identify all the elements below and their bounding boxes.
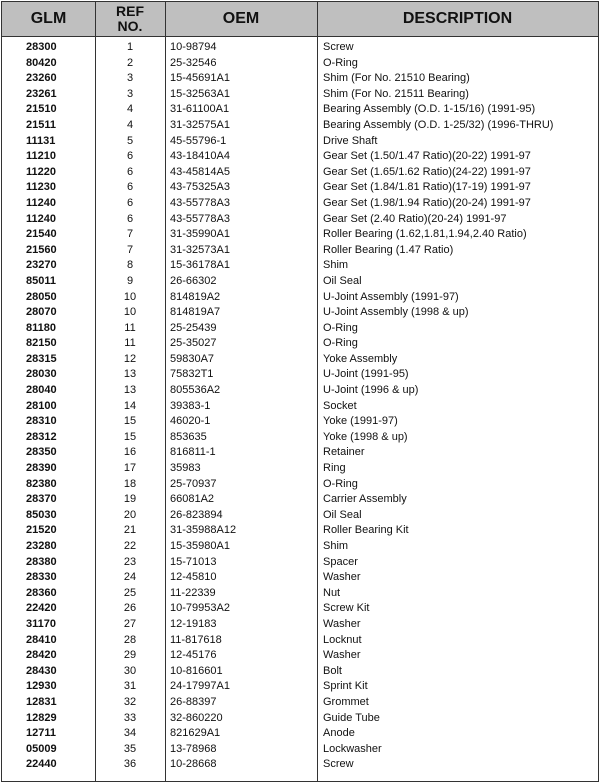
description-cell: Gear Set (1.84/1.81 Ratio)(17-19) 1991-97	[323, 181, 531, 194]
ref-no-cell: 7	[126, 228, 134, 241]
ref-no-cell: 17	[123, 462, 137, 475]
description-cell: Guide Tube	[323, 711, 380, 724]
ref-no-cell: 32	[123, 695, 137, 708]
oem-cell: 13-78968	[170, 742, 217, 755]
oem-cell: 816811-1	[170, 446, 216, 459]
table-row	[2, 118, 598, 134]
table-row	[2, 71, 598, 87]
table-row	[2, 290, 598, 306]
description-cell: Drive Shaft	[323, 134, 378, 147]
table-row	[2, 258, 598, 274]
oem-cell: 43-18410A4	[170, 150, 230, 163]
description-cell: Roller Bearing (1.62,1.81,1.94,2.40 Ratio)	[323, 228, 527, 241]
table-row	[2, 617, 598, 633]
glm-cell: 28410	[26, 633, 57, 646]
table-row	[2, 570, 598, 586]
ref-no-cell: 11	[124, 321, 136, 334]
ref-no-cell: 14	[123, 399, 137, 412]
table-row	[2, 555, 598, 571]
description-cell: Shim	[323, 540, 349, 552]
oem-cell: 45-55796-1	[170, 134, 227, 147]
ref-no-cell: 36	[123, 758, 137, 771]
oem-cell: 31-32575A1	[170, 118, 230, 131]
glm-cell: 28390	[26, 462, 57, 475]
glm-cell: 12711	[26, 727, 56, 740]
oem-cell: 66081A2	[170, 493, 215, 506]
table-row	[2, 305, 598, 321]
oem-cell: 821629A1	[170, 727, 221, 740]
description-cell: Screw	[323, 41, 354, 53]
ref-no-cell: 9	[126, 274, 134, 287]
description-cell: Socket	[323, 399, 357, 412]
table-row	[2, 711, 598, 727]
glm-cell: 28312	[26, 430, 57, 443]
glm-cell: 80420	[26, 56, 57, 69]
ref-no-cell: 1	[126, 41, 134, 53]
description-cell: Lockwasher	[323, 742, 382, 755]
glm-cell: 11131	[26, 134, 56, 147]
glm-cell: 11210	[26, 150, 56, 163]
table-row	[2, 508, 598, 524]
glm-cell: 22440	[26, 758, 57, 771]
table-row	[2, 445, 598, 461]
table-row	[2, 477, 598, 493]
oem-cell: 31-61100A1	[170, 103, 230, 116]
description-cell: U-Joint Assembly (1991-97)	[323, 290, 459, 303]
table-row	[2, 742, 598, 758]
table-row	[2, 695, 598, 711]
oem-cell: 12-45810	[170, 571, 217, 584]
ref-no-cell: 6	[126, 181, 134, 194]
description-cell: Gear Set (1.50/1.47 Ratio)(20-22) 1991-97	[323, 150, 531, 163]
oem-cell: 15-36178A1	[170, 259, 230, 272]
oem-cell: 24-17997A1	[170, 680, 230, 693]
description-cell: Roller Bearing Kit	[323, 524, 409, 537]
description-cell: Locknut	[323, 633, 362, 646]
table-row	[2, 180, 598, 196]
description-cell: U-Joint (1996 & up)	[323, 384, 419, 397]
oem-cell: 35983	[170, 462, 201, 475]
glm-cell: 28310	[26, 415, 57, 428]
table-row	[2, 196, 598, 212]
header-ref-line1: REF	[116, 3, 144, 19]
description-cell: Yoke Assembly	[323, 352, 398, 365]
glm-cell: 23280	[26, 540, 57, 552]
table-row	[2, 352, 598, 368]
ref-no-cell: 3	[126, 87, 134, 100]
ref-no-cell: 13	[123, 384, 137, 397]
ref-no-cell: 6	[126, 150, 134, 163]
table-row	[2, 633, 598, 649]
table-row	[2, 336, 598, 352]
oem-cell: 10-28668	[170, 758, 217, 771]
ref-no-cell: 27	[123, 617, 137, 630]
table-row	[2, 430, 598, 446]
glm-cell: 21540	[26, 228, 57, 241]
glm-cell: 28100	[26, 399, 57, 412]
description-cell: Spacer	[323, 555, 358, 568]
table-row	[2, 757, 598, 773]
ref-no-cell: 3	[126, 72, 134, 85]
table-row	[2, 40, 598, 56]
ref-no-cell: 16	[123, 446, 137, 459]
oem-cell: 853635	[170, 430, 207, 443]
ref-no-cell: 5	[126, 134, 134, 147]
description-cell: Retainer	[323, 446, 365, 459]
oem-cell: 814819A7	[170, 306, 221, 319]
table-row	[2, 601, 598, 617]
oem-cell: 75832T1	[170, 368, 214, 381]
ref-no-cell: 35	[123, 742, 137, 755]
ref-no-cell: 22	[123, 540, 137, 552]
oem-cell: 10-98794	[170, 41, 217, 53]
description-cell: Washer	[323, 617, 361, 630]
description-cell: Gear Set (2.40 Ratio)(20-24) 1991-97	[323, 212, 507, 225]
oem-cell: 26-66302	[170, 274, 217, 287]
oem-cell: 39383-1	[170, 399, 211, 412]
description-cell: O-Ring	[323, 477, 358, 490]
oem-cell: 15-45691A1	[170, 72, 230, 85]
description-cell: Anode	[323, 727, 355, 740]
table-row	[2, 87, 598, 103]
table-row	[2, 227, 598, 243]
glm-cell: 28330	[26, 571, 57, 584]
table-row	[2, 321, 598, 337]
description-cell: Yoke (1991-97)	[323, 415, 398, 428]
description-cell: O-Ring	[323, 56, 358, 69]
description-cell: Bolt	[323, 664, 342, 677]
description-cell: U-Joint (1991-95)	[323, 368, 409, 381]
ref-no-cell: 10	[123, 306, 137, 319]
ref-no-cell: 20	[123, 508, 137, 521]
oem-cell: 805536A2	[170, 384, 221, 397]
ref-no-cell: 21	[123, 524, 137, 537]
glm-cell: 28300	[26, 41, 57, 53]
description-cell: Washer	[323, 571, 361, 584]
table-row	[2, 274, 598, 290]
ref-no-cell: 10	[123, 290, 137, 303]
table-row	[2, 664, 598, 680]
description-cell: Ring	[323, 462, 346, 475]
table-row	[2, 523, 598, 539]
description-cell: O-Ring	[323, 337, 358, 350]
ref-no-cell: 15	[123, 430, 137, 443]
oem-cell: 25-35027	[170, 337, 217, 350]
header-description: DESCRIPTION	[317, 2, 598, 36]
table-row	[2, 149, 598, 165]
oem-cell: 43-45814A5	[170, 165, 230, 178]
description-cell: Shim (For No. 21510 Bearing)	[323, 72, 470, 85]
description-cell: Carrier Assembly	[323, 493, 407, 506]
header-divider	[2, 36, 598, 37]
ref-no-cell: 26	[123, 602, 137, 615]
ref-no-cell: 31	[123, 680, 137, 693]
description-cell: Sprint Kit	[323, 680, 368, 693]
table-row	[2, 492, 598, 508]
description-cell: U-Joint Assembly (1998 & up)	[323, 306, 469, 319]
ref-no-cell: 13	[123, 368, 137, 381]
description-cell: Oil Seal	[323, 508, 362, 521]
oem-cell: 43-75325A3	[170, 181, 230, 194]
header-glm: GLM	[2, 2, 95, 36]
ref-no-cell: 25	[123, 586, 137, 599]
ref-no-cell: 6	[126, 165, 134, 178]
description-cell: Washer	[323, 649, 361, 662]
oem-cell: 15-32563A1	[170, 87, 230, 100]
oem-cell: 25-32546	[170, 56, 217, 69]
description-cell: Gear Set (1.98/1.94 Ratio)(20-24) 1991-97	[323, 196, 531, 209]
glm-cell: 12829	[26, 711, 57, 724]
glm-cell: 23270	[26, 259, 57, 272]
table-row	[2, 648, 598, 664]
oem-cell: 11-22339	[170, 586, 216, 599]
glm-cell: 23260	[26, 72, 57, 85]
oem-cell: 43-55778A3	[170, 196, 230, 209]
glm-cell: 11240	[26, 196, 56, 209]
glm-cell: 12930	[26, 680, 57, 693]
description-cell: Bearing Assembly (O.D. 1-25/32) (1996-THRU)	[323, 118, 554, 131]
glm-cell: 05009	[26, 742, 57, 755]
table-row	[2, 56, 598, 72]
ref-no-cell: 24	[123, 571, 137, 584]
glm-cell: 22420	[26, 602, 57, 615]
oem-cell: 10-816601	[170, 664, 223, 677]
oem-cell: 10-79953A2	[170, 602, 230, 615]
glm-cell: 31170	[26, 617, 56, 630]
glm-cell: 23261	[26, 87, 57, 100]
oem-cell: 26-823894	[170, 508, 223, 521]
description-cell: Roller Bearing (1.47 Ratio)	[323, 243, 454, 256]
glm-cell: 82380	[26, 477, 57, 490]
oem-cell: 31-35988A12	[170, 524, 237, 537]
oem-cell: 26-88397	[170, 695, 217, 708]
glm-cell: 28050	[26, 290, 57, 303]
description-cell: Bearing Assembly (O.D. 1-15/16) (1991-95)	[323, 103, 536, 116]
oem-cell: 11-817618	[170, 633, 222, 646]
glm-cell: 12831	[26, 695, 57, 708]
ref-no-cell: 29	[123, 649, 137, 662]
header-ref-line2: NO.	[117, 18, 143, 34]
header-oem: OEM	[165, 2, 317, 36]
table-row	[2, 539, 598, 555]
oem-cell: 814819A2	[170, 290, 221, 303]
table-row	[2, 367, 598, 383]
description-cell: Grommet	[323, 695, 369, 708]
ref-no-cell: 12	[123, 352, 137, 365]
oem-cell: 15-71013	[170, 555, 217, 568]
glm-cell: 28315	[26, 352, 57, 365]
table-row	[2, 243, 598, 259]
glm-cell: 28420	[26, 649, 57, 662]
table-row	[2, 383, 598, 399]
ref-no-cell: 28	[123, 633, 137, 646]
table-row	[2, 102, 598, 118]
description-cell: Oil Seal	[323, 274, 362, 287]
oem-cell: 43-55778A3	[170, 212, 230, 225]
ref-no-cell: 11	[124, 337, 136, 350]
glm-cell: 28040	[26, 384, 57, 397]
ref-no-cell: 6	[126, 212, 134, 225]
ref-no-cell: 2	[126, 56, 134, 69]
glm-cell: 28430	[26, 664, 57, 677]
description-cell: Screw	[323, 758, 354, 771]
description-cell: O-Ring	[323, 321, 358, 334]
glm-cell: 21520	[26, 524, 57, 537]
table-row	[2, 414, 598, 430]
glm-cell: 28070	[26, 306, 57, 319]
ref-no-cell: 30	[123, 664, 137, 677]
ref-no-cell: 15	[123, 415, 137, 428]
table-row	[2, 726, 598, 742]
glm-cell: 28360	[26, 586, 57, 599]
description-cell: Shim	[323, 259, 349, 272]
ref-no-cell: 33	[123, 711, 137, 724]
ref-no-cell: 4	[126, 118, 134, 131]
ref-no-cell: 23	[123, 555, 137, 568]
oem-cell: 59830A7	[170, 352, 215, 365]
table-row	[2, 679, 598, 695]
oem-cell: 25-70937	[170, 477, 217, 490]
glm-cell: 21511	[26, 118, 56, 131]
glm-cell: 85030	[26, 508, 57, 521]
oem-cell: 31-35990A1	[170, 228, 230, 241]
glm-cell: 28380	[26, 555, 57, 568]
description-cell: Screw Kit	[323, 602, 370, 615]
table-row	[2, 165, 598, 181]
ref-no-cell: 6	[126, 196, 134, 209]
ref-no-cell: 19	[123, 493, 137, 506]
glm-cell: 11220	[26, 165, 56, 178]
glm-cell: 21510	[26, 103, 57, 116]
oem-cell: 32-860220	[170, 711, 223, 724]
oem-cell: 46020-1	[170, 415, 211, 428]
table-row	[2, 399, 598, 415]
ref-no-cell: 18	[123, 477, 137, 490]
glm-cell: 28030	[26, 368, 57, 381]
ref-no-cell: 34	[123, 727, 137, 740]
table-row	[2, 134, 598, 150]
header-ref-no	[95, 2, 165, 36]
oem-cell: 25-25439	[170, 321, 217, 334]
oem-cell: 15-35980A1	[170, 540, 230, 552]
glm-cell: 81180	[26, 321, 56, 334]
oem-cell: 12-19183	[170, 617, 217, 630]
glm-cell: 82150	[26, 337, 57, 350]
table-row	[2, 586, 598, 602]
glm-cell: 28370	[26, 493, 57, 506]
table-body	[2, 40, 598, 773]
ref-no-cell: 7	[126, 243, 134, 256]
glm-cell: 21560	[26, 243, 57, 256]
description-cell: Gear Set (1.65/1.62 Ratio)(24-22) 1991-97	[323, 165, 531, 178]
table-row	[2, 212, 598, 228]
ref-no-cell: 4	[126, 103, 134, 116]
parts-table	[1, 1, 599, 782]
ref-no-cell: 8	[126, 259, 134, 272]
description-cell: Shim (For No. 21511 Bearing)	[323, 87, 469, 100]
glm-cell: 11240	[26, 212, 56, 225]
description-cell: Nut	[323, 586, 341, 599]
glm-cell: 85011	[26, 274, 56, 287]
glm-cell: 11230	[26, 181, 56, 194]
description-cell: Yoke (1998 & up)	[323, 430, 408, 443]
table-row	[2, 461, 598, 477]
oem-cell: 12-45176	[170, 649, 217, 662]
glm-cell: 28350	[26, 446, 57, 459]
oem-cell: 31-32573A1	[170, 243, 230, 256]
